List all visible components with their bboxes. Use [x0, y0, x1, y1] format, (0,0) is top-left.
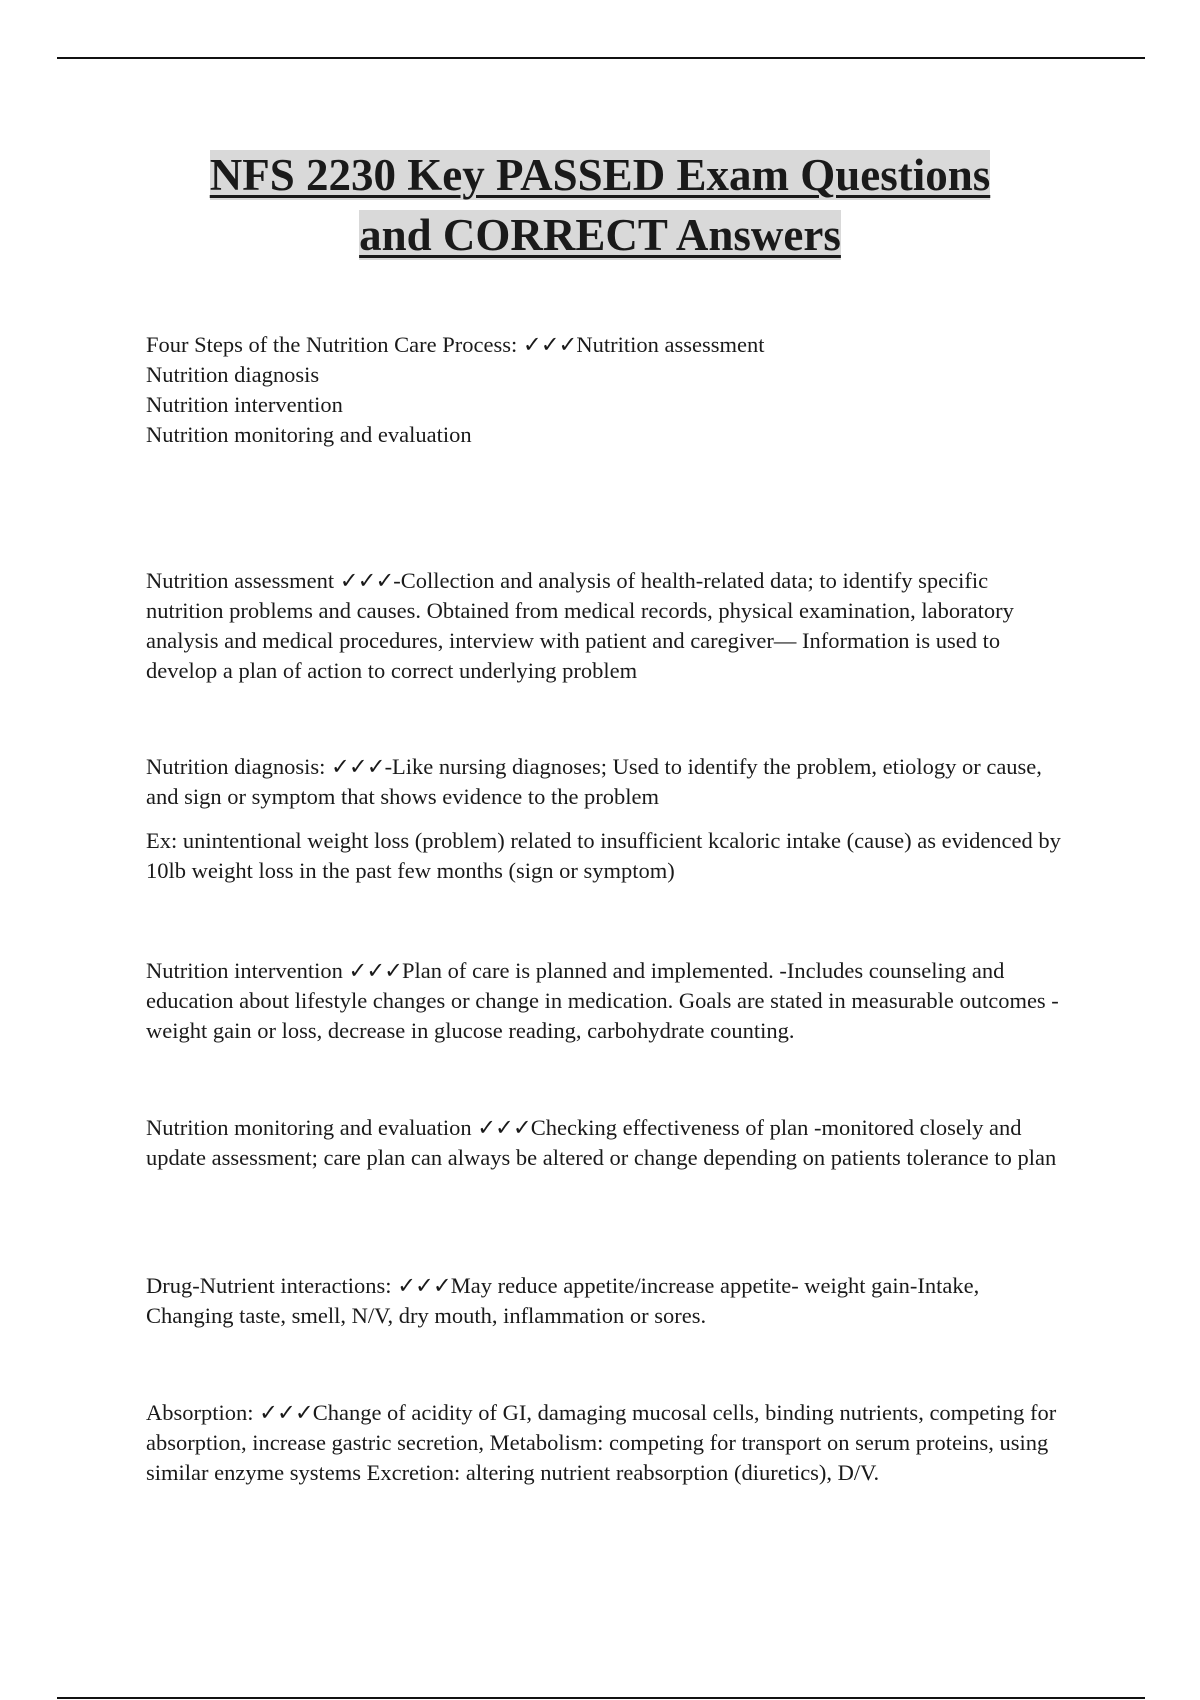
qa-term: Nutrition diagnosis:: [146, 754, 331, 779]
check-marks-icon: ✓✓✓: [339, 568, 394, 593]
qa-answer: Plan of care is planned and implemented. -Includes counseling and education about lifestyle changes or change in medication. Goals are stated in measurable outcomes -weight gain or loss, decrease in glucose reading, carbohydrate counting.: [146, 958, 1059, 1043]
qa-example: Ex: unintentional weight loss (problem) related to insufficient kcaloric intake (cause) as evidenced by 10lb weight loss in the past few months (sign or symptom): [146, 828, 1061, 883]
qa-term: Nutrition monitoring and evaluation: [146, 1115, 478, 1140]
qa-answer: Change of acidity of GI, damaging mucosal cells, binding nutrients, competing for absorption, increase gastric secretion, Metabolism: competing for transport on serum proteins, using similar enzyme systems Excretion: altering nutrient reabsorption (diuretics), D/V.: [146, 1400, 1057, 1485]
qa-text: [146, 1113, 1066, 1173]
qa-term: Absorption:: [146, 1400, 260, 1425]
qa-answer: May reduce appetite/increase appetite- weight gain-Intake, Changing taste, smell, N/V, dry mouth, inflammation or sores.: [146, 1273, 980, 1328]
qa-item: [146, 566, 1066, 686]
qa-text: [146, 566, 1066, 686]
check-marks-icon: ✓✓✓: [477, 1115, 531, 1140]
steps-term: Four Steps of the Nutrition Care Process:: [146, 332, 523, 357]
steps-first: Nutrition assessment: [576, 332, 765, 357]
qa-item: [146, 1271, 1066, 1331]
qa-item: [146, 1398, 1066, 1488]
qa-term: Nutrition assessment: [146, 568, 340, 593]
qa-item: [146, 1113, 1066, 1173]
check-marks-icon: ✓✓✓: [522, 332, 577, 357]
check-marks-icon: ✓✓✓: [331, 754, 385, 779]
check-marks-icon: ✓✓✓: [348, 958, 403, 983]
qa-text: [146, 956, 1066, 1046]
document-title: [100, 145, 1100, 265]
title-line-1: NFS 2230 Key PASSED Exam Questions: [209, 150, 991, 200]
bottom-rule: [57, 1697, 1145, 1699]
qa-answer: -Collection and analysis of health-related data; to identify specific nutrition problems and causes. Obtained from medical records, physical examination, laboratory analysis and medical procedures, interview with patient and caregiver— Information is used to develop a plan of action to correct underlying problem: [146, 568, 1014, 683]
qa-item: [146, 956, 1066, 1046]
qa-text: [146, 1398, 1066, 1488]
steps-item: Nutrition diagnosis: [146, 362, 320, 387]
qa-answer: Checking effectiveness of plan -monitored closely and update assessment; care plan can always be altered or change depending on patients tolerance to plan: [146, 1115, 1057, 1170]
qa-term: Nutrition intervention: [146, 958, 349, 983]
check-marks-icon: ✓✓✓: [259, 1400, 313, 1425]
qa-text: [146, 752, 1066, 812]
top-rule: [57, 57, 1145, 59]
steps-item: Nutrition intervention: [146, 392, 343, 417]
qa-answer: -Like nursing diagnoses; Used to identify the problem, etiology or cause, and sign or symptom that shows evidence to the problem: [146, 754, 1042, 809]
check-marks-icon: ✓✓✓: [397, 1273, 451, 1298]
steps-item: Nutrition monitoring and evaluation: [146, 422, 472, 447]
qa-text: [146, 1271, 1066, 1331]
qa-term: Drug-Nutrient interactions:: [146, 1273, 398, 1298]
steps-question: [146, 330, 1066, 360]
title-line-2: and CORRECT Answers: [359, 210, 841, 260]
steps-block: [146, 330, 1066, 450]
qa-item: [146, 752, 1066, 886]
